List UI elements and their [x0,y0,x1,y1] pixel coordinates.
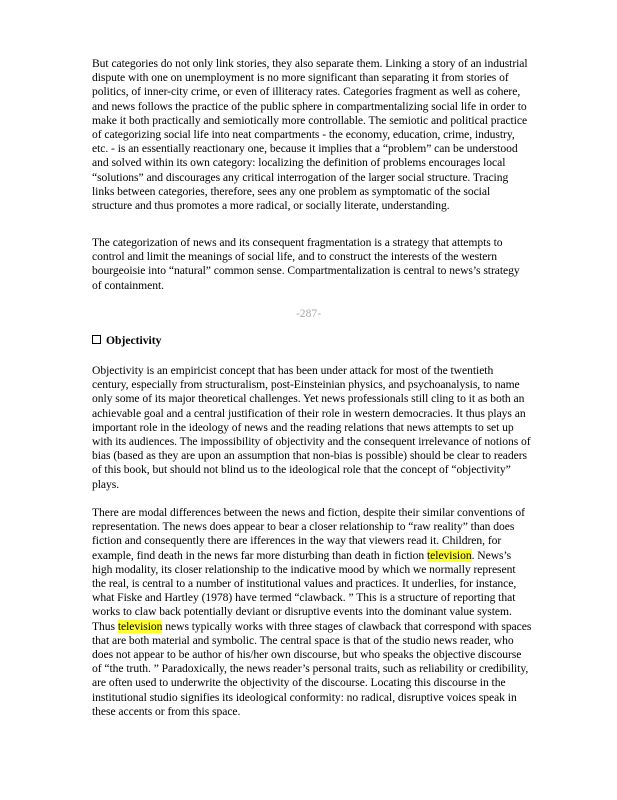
section-heading-text: Objectivity [106,334,162,347]
paragraph-categories: But categories do not only link stories, they also separate them. Linking a story of an industrial dispute with one on unemployment is no more significant than separating it from stories of politics, of inner-city crime, or even of illiteracy rates. Categories fragment as well as cohere, and news follows the practice of the public sphere in compartmentalizing social life in order to make it both practically and semiotically more controllable. The semiotic and political practice of categorizing social life into neat compartments - the economy, education, crime, industry, etc. - is an essentially reactionary one, because it implies that a “problem” can be understood and solved within its own category: localizing the definition of problems encourages local “solutions” and discourages any critical interrogation of the larger social structure. Tracing links between categories, therefore, sees any one problem as symptomatic of the social structure and thus promotes a more radical, or socially literate, understanding. [92,57,528,213]
paragraph-text: There are modal differences between the news and fiction, despite their similar conventions of representation. The news does appear to bear a closer relationship to “raw reality” than does fiction and consequently there are ifferences in the way that viewers read it. Children, for example, find death in the news far more disturbing than death in fiction [92,506,525,562]
search-highlight: television [427,548,472,562]
paragraph-text: news typically works with three stages of clawback that correspond with spaces that are both material and symbolic. The central space is that of the studio news reader, who does not appear to be author of his/her own discourse, but who speaks the objective discourse of “the truth. ” Paradoxically, the news reader’s personal traits, such as reliability or credibility, are often used to underwrite the objectivity of the discourse. Locating this discourse in the institutional studio signifies its ideological conformity: no radical, disruptive voices speak in these accents or from this space. [92,619,532,718]
search-highlight: television [117,619,163,633]
paragraph-objectivity: Objectivity is an empiricist concept that has been under attack for most of the twentieth century, especially from structuralism, post-Einsteinian physics, and psychoanalysis, to name only some of its major theoretical challenges. Yet news professionals still cling to it as both an achievable goal and a central justification of their role in western democracies. It thus plays an important role in the ideology of news and the reading relations that news attempts to set up with its audiences. The impossibility of objectivity and the consequent irrelevance of notions of bias (based as they are upon an assumption that non-bias is possible) should be clear to readers of this book, but should not blind us to the ideological role that the concept of “objectivity” plays. [92,364,531,491]
page-number: -287- [295,307,322,320]
section-heading-objectivity [92,334,161,348]
paragraph-text: . News’s high modality, its closer relationship to the indicative mood by which we normally represent the real, is central to a number of institutional values and practices. It underlies, for instance, what Fiske and Hartley (1978) have termed “clawback. ” This is a structure of reporting that works to claw back potentially deviant or disruptive events into the dominant value system. Thus [92,548,517,633]
paragraph-modal-differences [92,506,532,719]
paragraph-categorization: The categorization of news and its consequent fragmentation is a strategy that attempts to control and limit the meanings of social life, and to construct the interests of the western bourgeoisie into “natural” common sense. Compartmentalization is central to news’s strategy of containment. [92,236,520,292]
checkbox-bullet-icon [92,335,101,344]
